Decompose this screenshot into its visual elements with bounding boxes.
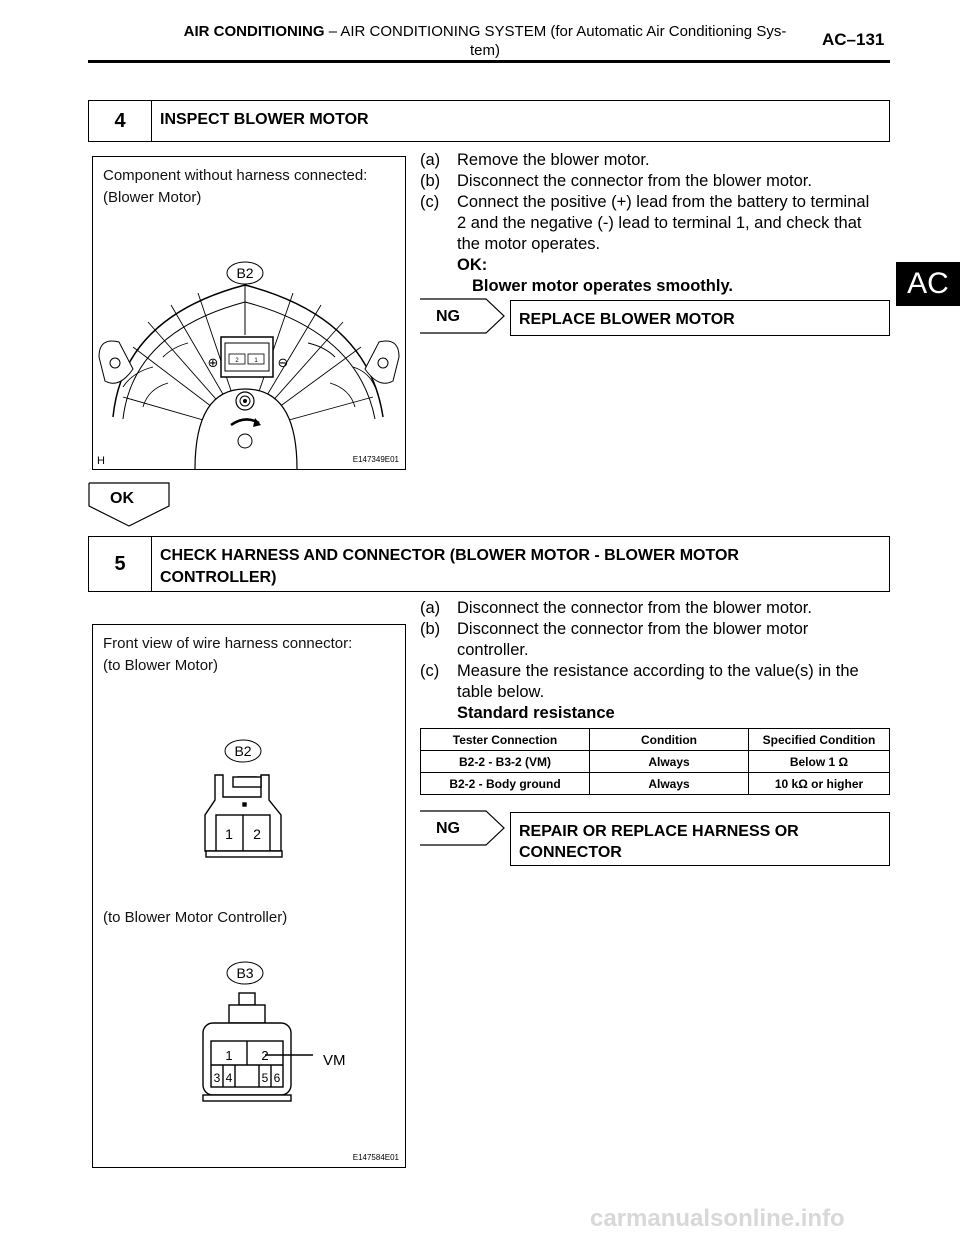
b3-pin-4: 4 bbox=[225, 1071, 233, 1085]
step-5-header bbox=[88, 536, 890, 592]
step-5-ng-arrow bbox=[420, 808, 510, 848]
page-number: AC–131 bbox=[822, 30, 885, 49]
step-4-ng-label: NG bbox=[436, 308, 460, 325]
step-5-procedure: (a) Disconnect the connector from the blower motor. (b) Disconnect the connector from the blower motor controller. (c) Measure the resistance according to the value(s) in the table below. Standard resistance bbox=[420, 598, 890, 724]
figure-code: E147349E01 bbox=[352, 455, 399, 464]
figure-code-2: E147584E01 bbox=[352, 1153, 399, 1162]
b2-pin-2: 2 bbox=[253, 826, 261, 842]
pin-label-1: 1 bbox=[254, 358, 258, 364]
ok-criterion-text: Blower motor operates smoothly. bbox=[472, 277, 733, 295]
harness-connector-drawing bbox=[93, 625, 405, 1167]
connector-b2-label: B2 bbox=[234, 743, 252, 759]
header-rule bbox=[88, 60, 890, 63]
step-4-ng-arrow bbox=[420, 296, 510, 336]
table-header-row bbox=[421, 729, 890, 751]
header-subtitle-line2: tem) bbox=[470, 42, 500, 59]
section-tab: AC bbox=[896, 262, 960, 306]
step-5-ng-action: REPAIR OR REPLACE HARNESS OR CONNECTOR bbox=[510, 812, 890, 866]
vm-label: VM bbox=[323, 1052, 346, 1069]
b3-pin-2: 2 bbox=[261, 1048, 269, 1063]
connector-label-b2: B2 bbox=[236, 265, 254, 281]
ok-criterion-label: OK: bbox=[457, 256, 488, 274]
b3-pin-1: 1 bbox=[225, 1048, 233, 1063]
step-5-title: CHECK HARNESS AND CONNECTOR (BLOWER MOTOR - BLOWER MOTOR CONTROLLER) bbox=[160, 547, 739, 586]
b3-pin-3: 3 bbox=[213, 1071, 221, 1085]
table-row: B2-2 - B3-2 (VM) Always Below 1 Ω bbox=[421, 751, 890, 773]
step-5-number: 5 bbox=[89, 537, 152, 591]
b3-pin-6: 6 bbox=[273, 1071, 281, 1085]
step-4-number: 4 bbox=[89, 101, 152, 141]
figure-blower-motor bbox=[92, 156, 406, 470]
col-header-tester: Tester Connection bbox=[421, 729, 590, 751]
figure-h-mark: H bbox=[97, 455, 105, 467]
step-5c-text: Measure the resistance according to the value(s) in the bbox=[457, 662, 859, 680]
step-4-ng-action: REPLACE BLOWER MOTOR bbox=[510, 300, 890, 336]
connector-b3-label: B3 bbox=[236, 965, 254, 981]
step-4c-text: Connect the positive (+) lead from the battery to terminal bbox=[457, 193, 870, 211]
standard-resistance-label: Standard resistance bbox=[457, 704, 615, 722]
header-section: AIR CONDITIONING bbox=[183, 23, 325, 40]
watermark: carmanualsonline.info bbox=[590, 1205, 845, 1232]
figure-harness-connectors bbox=[92, 624, 406, 1168]
table-row: B2-2 - Body ground Always 10 kΩ or higher bbox=[421, 773, 890, 795]
step-5-ng-label: NG bbox=[436, 820, 460, 837]
step-4a-text: Remove the blower motor. bbox=[457, 151, 650, 169]
header-subtitle-line1: – AIR CONDITIONING SYSTEM (for Automatic Air Conditioning Sys- bbox=[328, 23, 787, 40]
step-5a-text: Disconnect the connector from the blower motor. bbox=[457, 599, 812, 617]
minus-symbol: ⊖ bbox=[277, 355, 289, 370]
step-5b-text: Disconnect the connector from the blower motor bbox=[457, 620, 809, 638]
step-4-ok-label: OK bbox=[110, 490, 134, 507]
figure-caption-b3: (to Blower Motor Controller) bbox=[103, 909, 288, 926]
blower-motor-drawing bbox=[93, 157, 405, 469]
step-4-header bbox=[88, 100, 890, 142]
col-header-specified: Specified Condition bbox=[749, 729, 890, 751]
figure-caption-b2: Front view of wire harness connector: (to Blower Motor) bbox=[103, 635, 353, 674]
plus-symbol: ⊕ bbox=[207, 355, 219, 370]
b3-pin-5: 5 bbox=[261, 1071, 269, 1085]
step-4-title: INSPECT BLOWER MOTOR bbox=[160, 111, 369, 128]
col-header-condition: Condition bbox=[590, 729, 749, 751]
b2-pin-1: 1 bbox=[225, 826, 233, 842]
figure-caption: Component without harness connected: (Blower Motor) bbox=[103, 167, 368, 206]
pin-label-2: 2 bbox=[235, 358, 239, 364]
step-4b-text: Disconnect the connector from the blower motor. bbox=[457, 172, 812, 190]
step-4-procedure: (a) Remove the blower motor. (b) Disconnect the connector from the blower motor. (c) Connect the positive (+) lead from the battery to terminal 2 and the negative (-) lead to terminal 1, and check that the motor operates. OK: Blower motor operates smoothly. bbox=[420, 150, 890, 297]
page-header bbox=[160, 22, 810, 60]
resistance-table bbox=[420, 728, 890, 795]
